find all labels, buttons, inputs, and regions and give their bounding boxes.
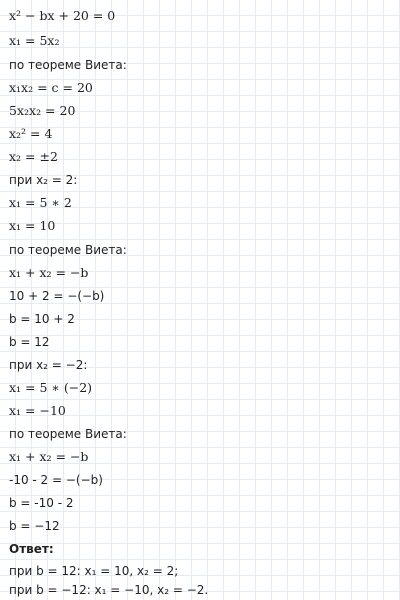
math-line: x₁ + x₂ = −b	[9, 265, 89, 280]
equation-line: x² − bx + 20 = 0	[9, 8, 116, 23]
answer-heading: Ответ:	[9, 542, 54, 556]
math-line: x₁ = 5 ∗ (−2)	[9, 380, 93, 395]
case-heading: при x₂ = 2:	[9, 173, 78, 187]
math-line: -10 - 2 = −(−b)	[9, 473, 103, 487]
answer-line: при b = 12: x₁ = 10, x₂ = 2;	[9, 564, 179, 578]
math-line: b = 10 + 2	[9, 312, 75, 326]
math-line: x₁ = −10	[9, 403, 66, 418]
math-line: x₁ = 5 ∗ 2	[9, 195, 72, 210]
condition-line: x₁ = 5x₂	[9, 33, 60, 48]
math-line: x₂ = ±2	[9, 149, 58, 164]
math-line: 10 + 2 = −(−b)	[9, 289, 105, 303]
math-line: x₂² = 4	[9, 126, 53, 141]
math-line: x₁ + x₂ = −b	[9, 449, 89, 464]
math-line: b = 12	[9, 335, 50, 349]
math-line: 5x₂x₂ = 20	[9, 103, 76, 118]
math-line: b = -10 - 2	[9, 496, 74, 510]
vieta-heading: по теореме Виета:	[9, 243, 127, 257]
math-line: x₁x₂ = c = 20	[9, 80, 93, 95]
math-line: x₁ = 10	[9, 218, 56, 233]
math-line: b = −12	[9, 519, 60, 533]
vieta-heading: по теореме Виета:	[9, 427, 127, 441]
answer-line: при b = −12: x₁ = −10, x₂ = −2.	[9, 583, 209, 597]
vieta-heading: по теореме Виета:	[9, 58, 127, 72]
case-heading: при x₂ = −2:	[9, 358, 88, 372]
